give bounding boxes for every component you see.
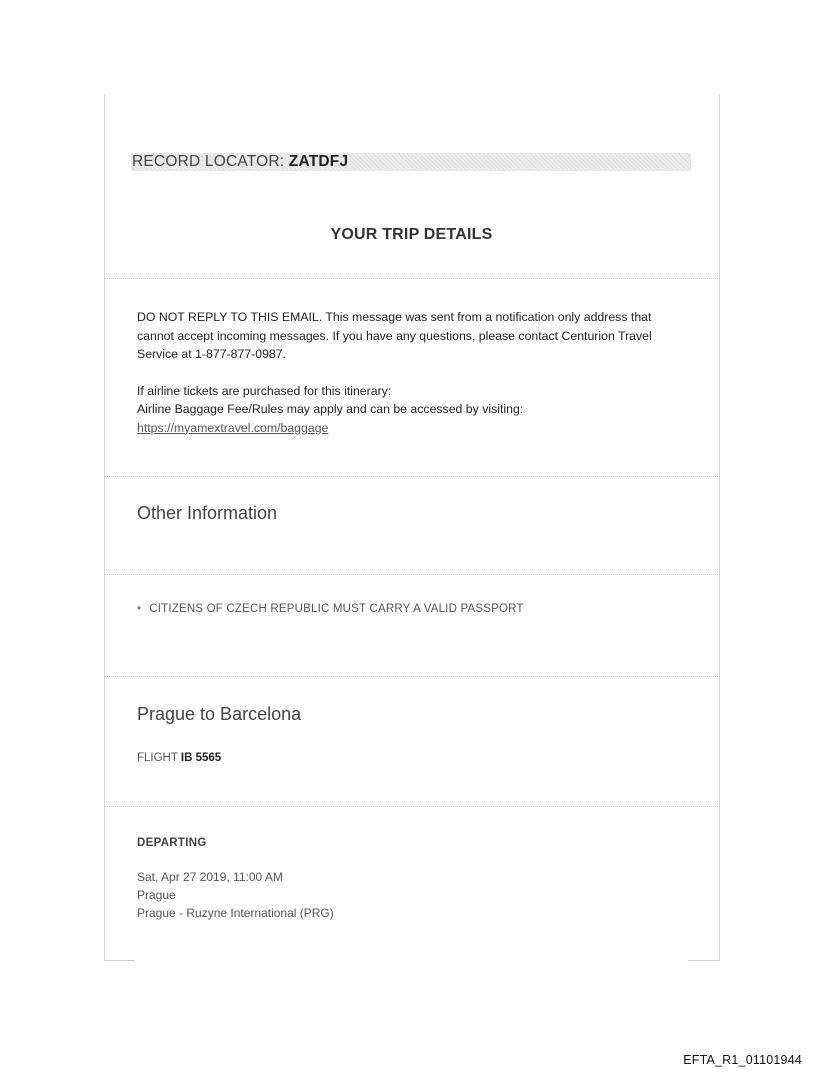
baggage-link[interactable]: https://myamextravel.com/baggage: [137, 420, 329, 435]
departing-label: DEPARTING: [137, 837, 207, 849]
departure-airport: Prague - Ruzyne International (PRG): [137, 906, 334, 920]
document-id: EFTA_R1_01101944: [683, 1053, 802, 1067]
flight-number-line: [137, 752, 221, 764]
flight-number: IB 5565: [180, 752, 222, 764]
baggage-notice: Airline Baggage Fee/Rules may apply and can be accessed by visiting:: [137, 402, 524, 416]
section-divider: [105, 806, 718, 807]
section-divider: [105, 476, 718, 477]
card-bottom-edge-right: [688, 960, 719, 961]
departing-info: [137, 868, 334, 922]
itinerary-card: [104, 95, 720, 961]
section-divider: [105, 676, 718, 677]
card-bottom-edge-left: [104, 960, 135, 961]
other-information-heading: Other Information: [137, 503, 278, 523]
departure-city: Prague: [137, 888, 176, 902]
section-divider: [105, 278, 718, 279]
record-locator: [132, 153, 348, 171]
no-reply-notice: DO NOT REPLY TO THIS EMAIL. This message was sent from a notification only address that cannot accept incoming messages. If you have any questions, please contact Centurion Travel Service at 1-877-877-0987.: [137, 310, 652, 361]
record-locator-code: ZATDFJ: [288, 153, 349, 170]
tickets-notice: If airline tickets are purchased for this itinerary:: [137, 383, 392, 398]
flight-route-heading: Prague to Barcelona: [137, 704, 302, 724]
record-locator-label: RECORD LOCATOR:: [132, 153, 285, 170]
other-information-list: [137, 603, 524, 615]
flight-label: FLIGHT: [137, 752, 178, 764]
notice-section: [137, 308, 677, 437]
list-item: • CITIZENS OF CZECH REPUBLIC MUST CARRY A VALID PASSPORT: [137, 603, 524, 615]
departure-datetime: Sat, Apr 27 2019, 11:00 AM: [137, 870, 283, 884]
trip-details-title: YOUR TRIP DETAILS: [330, 226, 493, 243]
section-divider: [105, 574, 718, 575]
